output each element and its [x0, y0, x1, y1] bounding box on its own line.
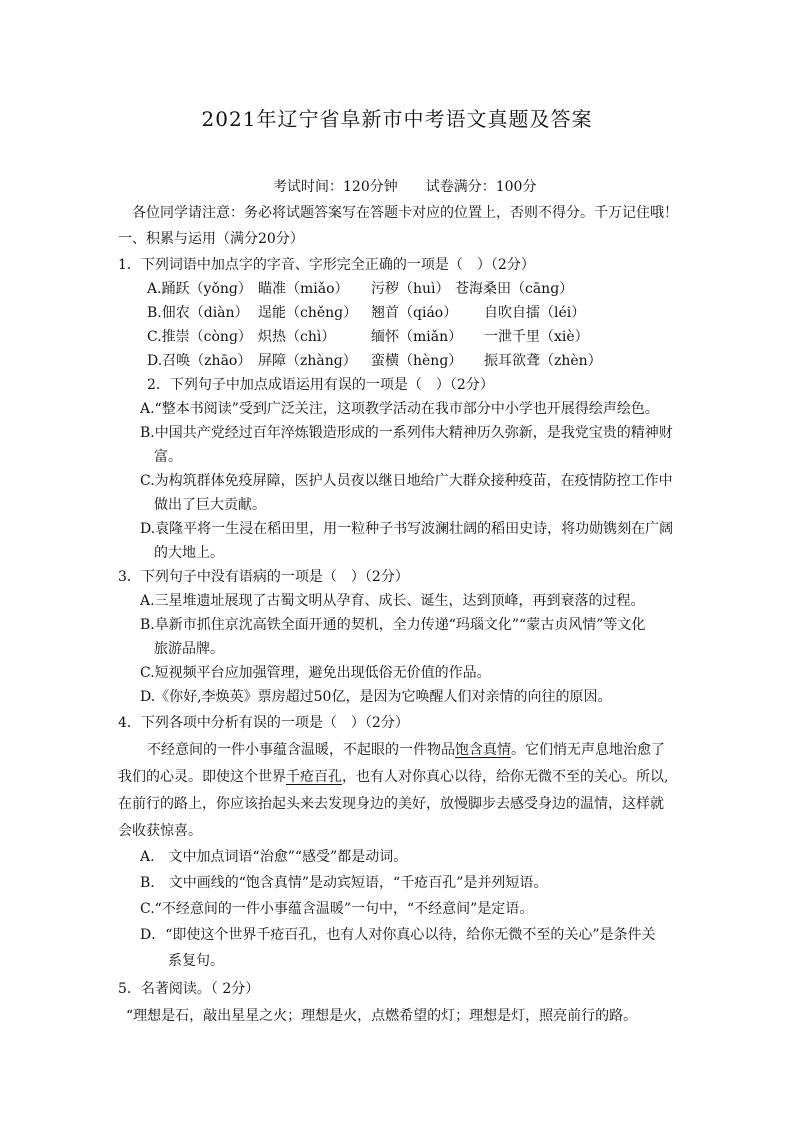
option-c-word-4: 一泄千里（xiè）	[484, 329, 589, 345]
question-5-quote: “理想是石，敲出星星之火；理想是火，点燃希望的灯；理想是灯，照亮前行的路。	[126, 1008, 638, 1024]
question-2-stem: 2．下列句子中加点成语运用有误的一项是（ ）（2分）	[147, 377, 494, 393]
question-4-option-c: C.“不经意间的一件小事蕴含温暖”一句中，“不经意间”是定语。	[140, 901, 534, 917]
question-2-option-d: D.袁隆平将一生浸在稻田里，用一粒种子书写波澜壮阔的稻田史诗，将功勋镌刻在广阔	[140, 521, 674, 537]
question-3-option-c: C.短视频平台应加强管理，避免出现低俗无价值的作品。	[140, 665, 491, 681]
underlined-phrase: 千疮百孔	[286, 769, 342, 785]
section-heading: 一、积累与运用（满分20分）	[118, 231, 304, 247]
question-3-option-d: D.《你好,李焕英》票房超过50亿，是因为它唤醒人们对亲情的向往的原因。	[140, 689, 612, 705]
question-2-option-d-cont: 的大地上。	[154, 545, 224, 561]
passage-line: 我们的心灵。即使这个世界千疮百孔，也有人对你真心以待，给你无微不至的关心。所以,	[118, 769, 669, 785]
question-2-option-a: A.“整本书阅读”受到广泛关注，这项教学活动在我市部分中小学也开展得绘声绘色。	[140, 401, 659, 417]
question-5-stem: 5．名著阅读。（ 2分）	[118, 981, 260, 997]
question-2-option-c-cont: 做出了巨大贡献。	[154, 497, 266, 513]
underlined-phrase: 饱含真情	[455, 742, 511, 758]
passage-line: 在前行的路上，你应该抬起头来去发现身边的美好，放慢脚步去感受身边的温情，这样就	[118, 796, 664, 812]
question-3-option-a: A.三星堆遗址展现了古蜀文明从孕育、成长、诞生，达到顶峰，再到衰落的过程。	[140, 593, 645, 609]
option-c-word-1: C.推崇（cònɡ）	[147, 329, 252, 345]
option-b-word-4: 自吹自擂（léi）	[484, 305, 586, 321]
exam-info: 考试时间：120分钟 试卷满分：100分	[273, 179, 537, 195]
option-a-word-4: 苍海桑田（cānɡ）	[455, 281, 574, 297]
option-c-word-2: 炽热（chì）	[258, 329, 336, 345]
question-2-option-b-cont: 富。	[154, 449, 182, 465]
option-b-word-2: 逞能（chěnɡ）	[258, 305, 358, 321]
question-4-stem: 4．下列各项中分析有误的一项是（ ）（2分）	[118, 715, 409, 731]
notice: 各位同学请注意：务必将试题答案写在答题卡对应的位置上，否则不得分。千万记住哦！	[132, 205, 678, 221]
option-b-word-1: B.佃农（diàn）	[147, 305, 249, 321]
question-4-option-d-cont: 系复句。	[168, 953, 224, 969]
option-a-word-1: A.踊跃（yǒnɡ）	[147, 281, 252, 297]
question-4-option-d: D．“即使这个世界千疮百孔，也有人对你真心以待，给你无微不至的关心”是条件关	[140, 927, 656, 943]
question-3-option-b-cont: 旅游品牌。	[154, 641, 224, 657]
question-2-option-b: B.中国共产党经过百年淬炼锻造形成的一系列伟大精神历久弥新，是我党宝贵的精神财	[140, 425, 673, 441]
question-4-option-b: B. 文中画线的“饱含真情”是动宾短语，“千疮百孔”是并列短语。	[140, 875, 548, 891]
question-3-stem: 3．下列句子中没有语病的一项是（ ）（2分）	[118, 569, 409, 585]
option-d-word-3: 蛮横（hènɡ）	[371, 353, 463, 369]
option-d-word-4: 振耳欲聋（zhèn）	[484, 353, 602, 369]
option-a-word-3: 污秽（huì）	[371, 281, 450, 297]
question-3-option-b: B.阜新市抓住京沈高铁全面开通的契机，全力传递“玛瑙文化”“蒙古贞风情”等文化	[140, 617, 646, 633]
option-c-word-3: 缅怀（miǎn）	[371, 329, 463, 345]
passage-line: 会收获惊喜。	[118, 823, 202, 839]
option-b-word-3: 翘首（qiáo）	[371, 305, 458, 321]
option-a-word-2: 瞄准（miǎo）	[258, 281, 349, 297]
page-title: 2021年辽宁省阜新市中考语文真题及答案	[201, 107, 593, 131]
question-1-stem: 1．下列词语中加点字的字音、字形完全正确的一项是（ ）（2分）	[118, 257, 535, 273]
option-d-word-1: D.召唤（zhāo）	[147, 353, 252, 369]
passage-line: 不经意间的一件小事蕴含温暖，不起眼的一件物品饱含真情。它们悄无声息地治愈了	[147, 742, 665, 758]
question-4-option-a: A. 文中加点词语“治愈”“感受”都是动词。	[140, 849, 408, 865]
option-d-word-2: 屏障（zhànɡ）	[258, 353, 357, 369]
question-2-option-c: C.为构筑群体免疫屏障，医护人员夜以继日地给广大群众接种疫苗，在疫情防控工作中	[140, 473, 673, 489]
